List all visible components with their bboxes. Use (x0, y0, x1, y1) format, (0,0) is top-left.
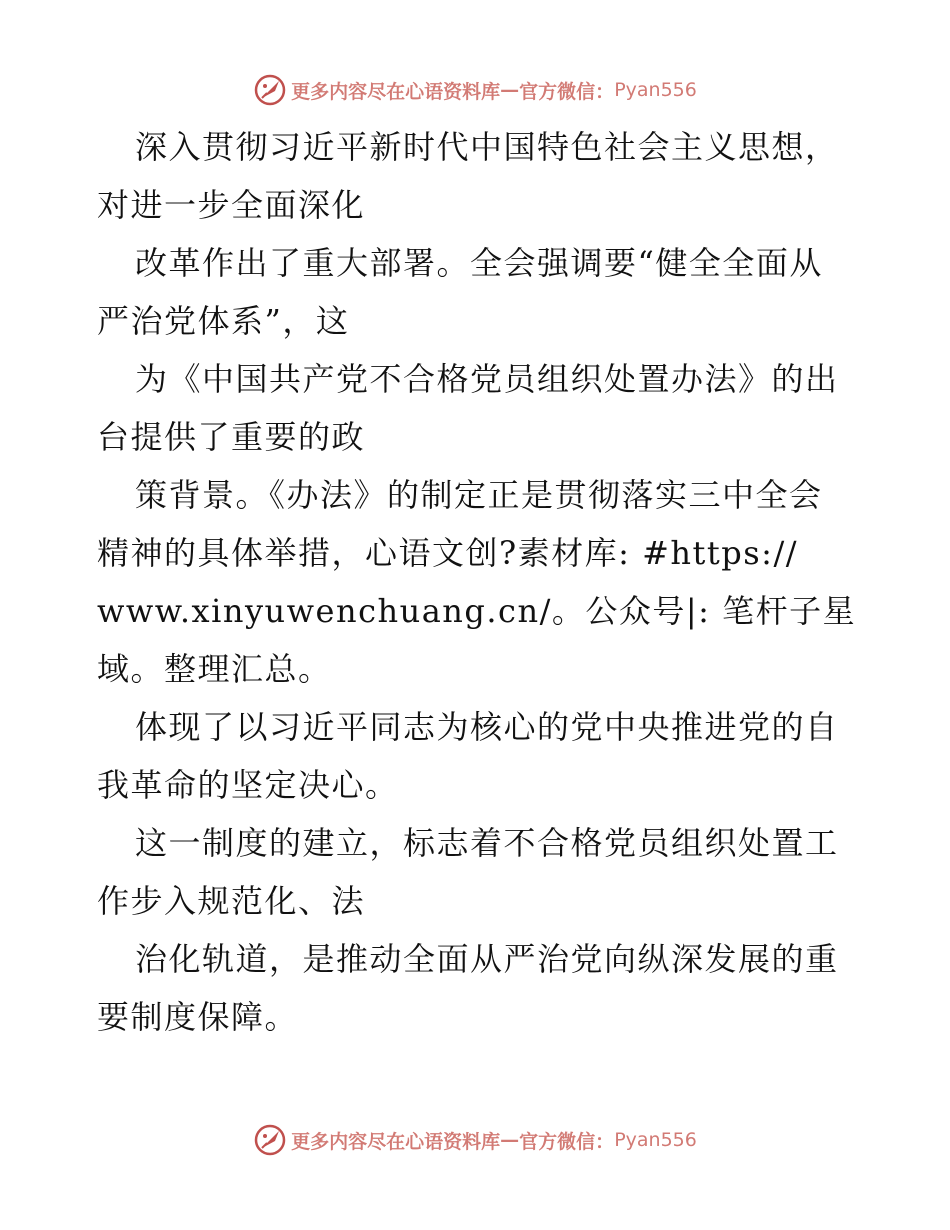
body-line-8: 精神的具体举措，心语文创?素材库: #https:// (97, 534, 799, 572)
banner-separator: — (500, 79, 520, 101)
body-line-6: 台提供了重要的政 (97, 418, 366, 456)
body-line-3: 改革作出了重大部署。全会强调要“健全全面从 (135, 244, 823, 282)
body-line-1: 深入贯彻习近平新时代中国特色社会主义思想， (135, 128, 839, 166)
banner-wechat-label: 官方微信： (519, 80, 615, 103)
footer-title: 更多内容尽在心语资料库 (291, 1130, 501, 1153)
body-line-2: 对进一步全面深化 (97, 186, 366, 224)
header-banner (0, 70, 950, 110)
body-line-12: 我革命的坚定决心。 (97, 766, 399, 804)
body-line-5: 为《中国共产党不合格党员组织处置办法》的出 (135, 360, 839, 398)
body-line-15: 治化轨道，是推动全面从严治党向纵深发展的重 (135, 940, 839, 978)
footer-wechat-label: 官方微信： (519, 1130, 615, 1153)
body-line-13: 这一制度的建立，标志着不合格党员组织处置工 (135, 824, 839, 862)
quill-logo-icon (253, 1123, 287, 1157)
body-line-16: 要制度保障。 (97, 998, 299, 1036)
body-line-9: www.xinyuwenchuang.cn/。公众号|: 笔杆子星 (97, 592, 857, 630)
body-line-14: 作步入规范化、法 (97, 882, 366, 920)
body-line-4: 严治党体系”，这 (97, 302, 350, 340)
quill-logo-icon (253, 73, 287, 107)
document-body (97, 118, 857, 1046)
body-line-7: 策背景。《办法》的制定正是贯彻落实三中全会 (135, 476, 823, 514)
body-line-11: 体现了以习近平同志为核心的党中央推进党的自 (135, 708, 839, 746)
footer-separator: — (500, 1129, 520, 1151)
footer-wechat-id: Pyan556 (614, 1129, 697, 1151)
body-line-10: 域。整理汇总。 (97, 650, 332, 688)
banner-wechat-id: Pyan556 (614, 79, 697, 101)
footer-banner (0, 1120, 950, 1160)
banner-title: 更多内容尽在心语资料库 (291, 80, 501, 103)
